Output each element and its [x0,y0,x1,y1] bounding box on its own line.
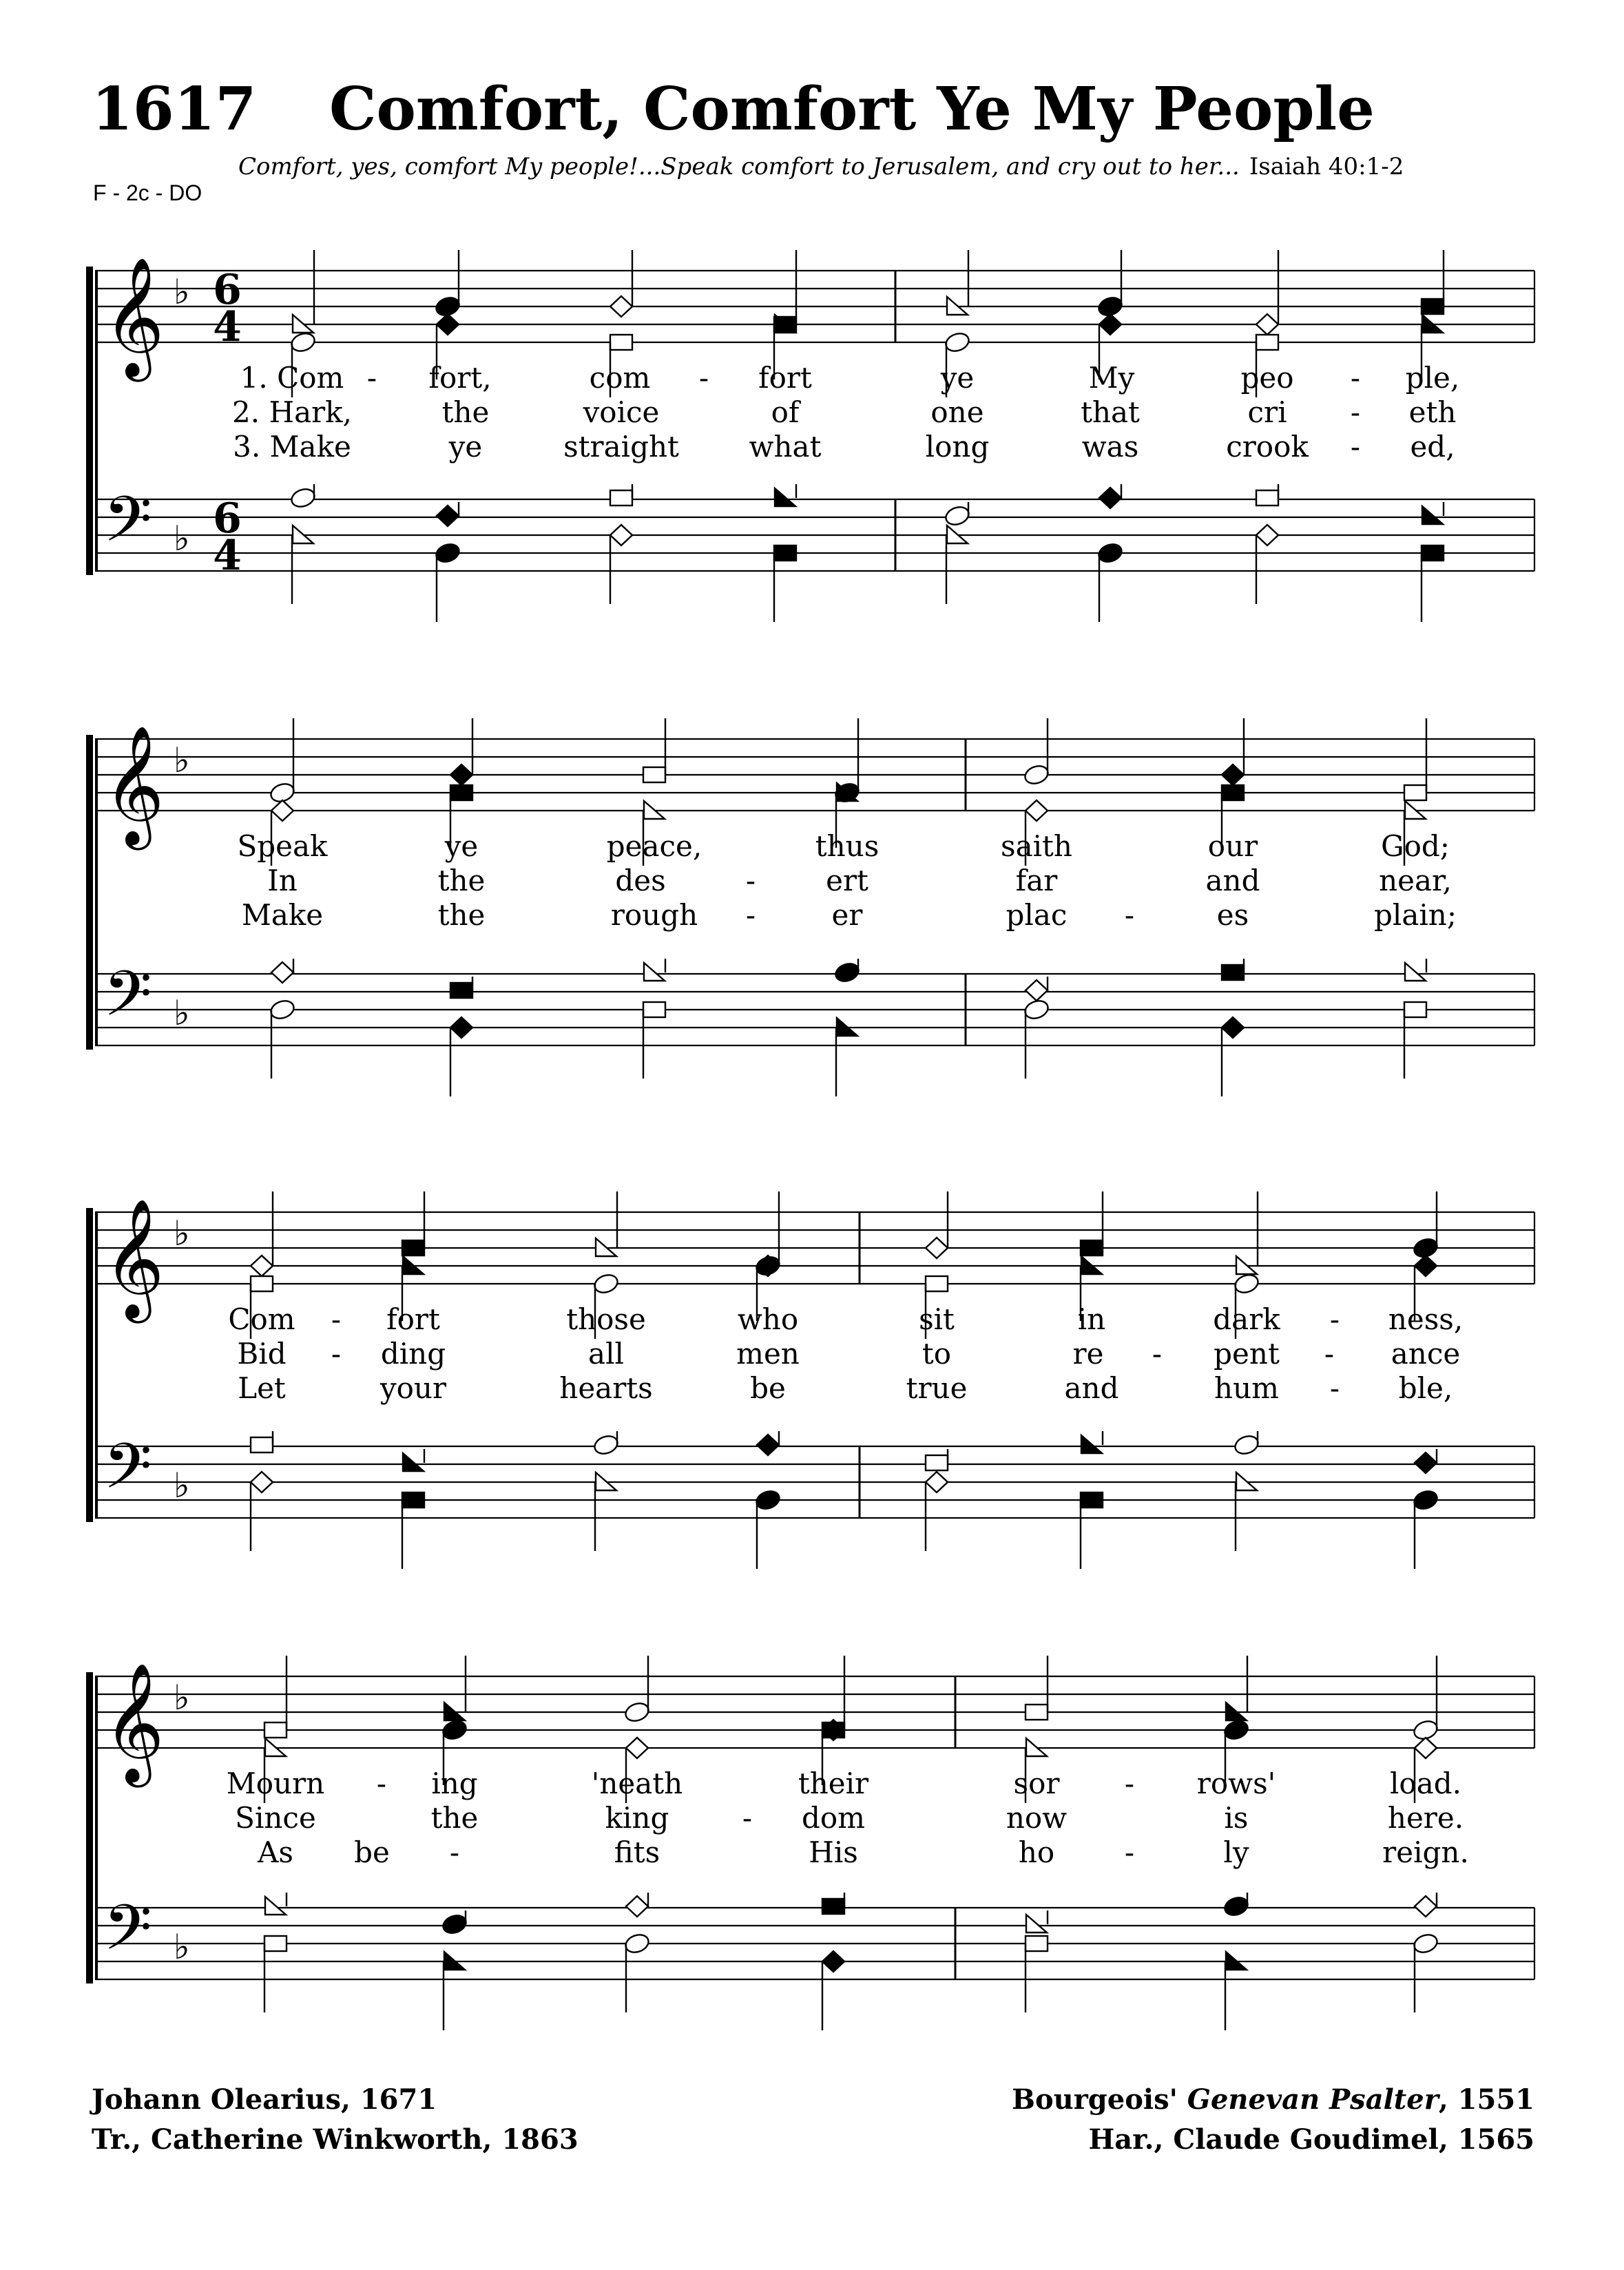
lyric-syllable: Com [228,1302,295,1336]
lyric-hyphen: - [376,1767,387,1800]
lyric-syllable: ble, [1398,1371,1453,1405]
diamond-notehead [626,1738,648,1758]
lyric-syllable: was [1081,430,1139,464]
text-author: Johann Olearius, 1671 [92,2083,437,2116]
lyric-syllable: fort, [428,361,492,395]
diamond-notehead [926,1238,948,1258]
diamond-notehead [1415,1452,1437,1473]
diamond-notehead [251,1472,273,1492]
square-notehead [926,1276,948,1291]
diamond-notehead [757,1435,779,1455]
diamond-notehead [271,800,293,821]
lyric-syllable: Speak [237,829,328,863]
square-notehead [402,1492,424,1508]
lyric-syllable: one [930,395,984,429]
lyric-syllable: ye [448,430,483,464]
diamond-notehead [271,962,293,983]
lyric-syllable: the [437,864,486,897]
diamond-notehead [626,1896,648,1917]
oval-notehead [623,1932,651,1955]
lyric-syllable: their [798,1767,869,1800]
tune-prefix: Bourgeois' [1012,2083,1178,2116]
treble-clef-icon: 𝄞 [103,1198,165,1318]
lyric-syllable: eth [1408,395,1457,429]
lyric-syllable: 3. Make [233,430,351,464]
tune-credits [1012,2080,1534,2160]
lyric-hyphen: - [698,361,709,395]
tune-source: Genevan Psalter [1187,2083,1439,2116]
key-signature-flat-icon: ♭ [174,519,190,559]
diamond-notehead [1222,1017,1244,1038]
lyric-hyphen: - [1124,1835,1135,1869]
lyric-syllable: the [430,1801,479,1835]
epigraph-text: Comfort, yes, comfort My people!...Speak comfort to Jerusalem, and cry out to her... [238,153,1240,180]
square-notehead [610,490,632,506]
diamond-notehead [1222,764,1244,785]
treble-clef-icon: 𝄞 [103,257,165,377]
oval-notehead [592,1272,620,1295]
lyric-syllable: 2. Hark, [232,395,352,429]
diamond-notehead [450,764,472,785]
oval-notehead [1233,1433,1260,1457]
lyric-syllable: ding [380,1337,446,1371]
lyric-syllable: sit [919,1302,955,1336]
diamond-notehead [1256,525,1278,545]
lyric-syllable: ness, [1388,1302,1464,1336]
lyric-syllable: here. [1387,1801,1464,1835]
oval-notehead [1233,1272,1260,1295]
triangle-notehead [265,1897,286,1915]
epigraph-reference: Isaiah 40:1-2 [1249,153,1404,180]
lyric-syllable: ert [826,864,868,897]
lyric-syllable: men [736,1337,800,1371]
lyric-syllable: ance [1391,1337,1461,1371]
system-3 [90,1191,1534,1569]
lyric-syllable: reign. [1382,1835,1469,1869]
bass-clef-icon: 𝄢 [103,1430,152,1518]
lyric-syllable: 'neath [591,1767,683,1800]
system-1 [90,250,1534,622]
triangle-notehead [403,1453,424,1471]
oval-notehead [1222,1718,1250,1742]
square-notehead [1404,1002,1426,1017]
lyric-hyphen: - [1329,1302,1340,1336]
tune-credit-line [1012,2080,1534,2120]
lyric-syllable: true [906,1371,968,1405]
square-notehead [926,1455,948,1470]
lyric-syllable: rows' [1196,1767,1276,1800]
lyric-syllable: In [267,864,298,897]
lyric-hyphen: - [1324,1337,1335,1371]
key-signature-flat-icon: ♭ [174,1466,190,1506]
square-notehead [1422,545,1444,561]
lyric-syllable: who [737,1302,799,1336]
lyric-syllable: sor [1013,1767,1060,1800]
diamond-notehead [450,1017,472,1038]
system-2 [90,718,1534,1096]
square-notehead [822,1899,844,1914]
lyric-syllable: all [588,1337,624,1371]
oval-notehead [1023,998,1050,1021]
lyric-syllable: fort [758,361,812,395]
lyric-syllable: be [354,1835,390,1869]
lyric-hyphen: - [745,898,756,932]
oval-notehead [944,331,971,354]
lyric-syllable: ple, [1405,361,1460,395]
lyric-syllable: saith [1001,829,1072,863]
lyric-syllable: dom [802,1801,865,1835]
lyric-syllable: plain; [1374,898,1457,932]
lyric-hyphen: - [1350,395,1361,429]
lyric-syllable: plac [1006,898,1068,932]
lyric-syllable: ly [1223,1835,1249,1869]
diamond-notehead [437,314,459,335]
square-notehead [1026,1705,1048,1720]
lyric-syllable: load. [1390,1767,1461,1800]
lyric-hyphen: - [1350,430,1361,464]
text-credits [92,2080,579,2160]
harmonizer: Har., Claude Goudimel, 1565 [1088,2123,1534,2156]
lyric-syllable: dark [1213,1302,1280,1336]
lyric-syllable: and [1064,1371,1119,1405]
hymn-title: Comfort, Comfort Ye My People [329,74,1375,144]
diamond-notehead [1256,314,1278,335]
lyric-syllable: to [922,1337,952,1371]
lyric-syllable: ing [431,1767,478,1800]
square-notehead [1081,1240,1103,1256]
lyric-syllable: fits [614,1835,660,1869]
lyric-syllable: es [1216,898,1249,932]
lyric-hyphen: - [742,1801,753,1835]
square-notehead [643,1002,665,1017]
lyric-syllable: des [615,864,666,897]
diamond-notehead [1099,488,1121,508]
lyric-syllable: ye [940,361,975,395]
triangle-notehead [1026,1915,1047,1933]
diamond-notehead [251,1256,273,1276]
lyric-syllable: near, [1379,864,1452,897]
lyric-syllable: ye [444,829,479,863]
bass-time-signature-top: 6 [213,494,242,543]
lyric-syllable: our [1207,829,1258,863]
square-notehead [610,335,632,350]
lyric-syllable: those [566,1302,646,1336]
diamond-notehead [610,296,632,317]
lyric-syllable: your [379,1371,447,1405]
lyric-syllable: the [441,395,490,429]
oval-notehead [1023,763,1050,787]
lyric-syllable: in [1077,1302,1106,1336]
lyric-hyphen: - [331,1302,342,1336]
hymn-number: 1617 [92,74,257,144]
treble-time-signature-bottom: 4 [213,303,242,351]
oval-notehead [1222,1895,1250,1918]
diamond-notehead [610,525,632,545]
key-signature-flat-icon: ♭ [174,1214,190,1253]
lyric-syllable: crook [1226,430,1309,464]
oval-notehead [944,504,971,528]
lyric-syllable: peace, [606,829,702,863]
square-notehead [450,983,472,998]
lyric-syllable: rough [610,898,698,932]
lyric-syllable: king [605,1801,669,1835]
lyric-syllable: er [831,898,863,932]
lyric-syllable: ed, [1410,430,1455,464]
bass-clef-icon: 𝄢 [103,1891,152,1979]
square-notehead [450,785,472,800]
lyric-hyphen: - [745,864,756,897]
lyric-hyphen: - [1350,361,1361,395]
lyric-syllable: 1. Com [240,361,344,395]
square-notehead [1404,785,1426,800]
lyric-syllable: thus [815,829,879,863]
lyric-syllable: is [1224,1801,1249,1835]
lyric-hyphen: - [449,1835,460,1869]
square-notehead [402,1240,424,1256]
oval-notehead [623,1700,651,1724]
tune-suffix: , 1551 [1438,2083,1534,2116]
square-notehead [251,1276,273,1291]
diamond-notehead [1415,1256,1437,1276]
diamond-notehead [1415,1738,1437,1758]
lyric-syllable: ho [1018,1835,1055,1869]
oval-notehead [833,961,861,984]
oval-notehead [592,1433,620,1457]
triangle-notehead [1081,1435,1102,1453]
lyric-syllable: fort [386,1302,440,1336]
oval-notehead [1096,541,1124,565]
square-notehead [251,1437,273,1452]
square-notehead [1081,1492,1103,1508]
diamond-notehead [926,1472,948,1492]
lyric-syllable: Since [235,1801,316,1835]
lyric-syllable: peo [1240,361,1294,395]
diamond-notehead [1415,1896,1437,1917]
lyric-syllable: far [1015,864,1058,897]
lyric-hyphen: - [1124,898,1135,932]
lyric-syllable: long [925,430,990,464]
lyric-syllable: hearts [559,1371,653,1405]
lyric-syllable: com [589,361,651,395]
lyric-syllable: Bid [237,1337,287,1371]
lyric-syllable: now [1006,1801,1068,1835]
lyric-syllable: Mourn [226,1767,325,1800]
lyric-syllable: My [1088,361,1135,395]
square-notehead [822,1722,844,1738]
lyric-hyphen: - [331,1337,342,1371]
triangle-notehead [644,963,665,981]
oval-notehead [269,998,296,1021]
system-4 [90,1656,1534,2030]
lyric-syllable: straight [563,430,679,464]
oval-notehead [289,486,317,510]
lyric-syllable: of [771,395,800,429]
treble-clef-icon: 𝄞 [103,725,165,845]
square-notehead [1422,299,1444,314]
square-notehead [1256,490,1278,506]
lyric-syllable: be [750,1371,786,1405]
lyric-syllable: hum [1214,1371,1279,1405]
key-signature-flat-icon: ♭ [174,1678,190,1718]
lyric-hyphen: - [366,361,377,395]
square-notehead [264,1936,287,1951]
key-info: F - 2c - DO [93,180,202,205]
lyric-syllable: and [1205,864,1260,897]
square-notehead [774,545,796,561]
lyric-hyphen: - [1152,1337,1163,1371]
lyric-syllable: voice [583,395,660,429]
bass-clef-icon: 𝄢 [103,483,152,571]
triangle-notehead [1405,963,1426,981]
key-signature-flat-icon: ♭ [174,1927,190,1967]
treble-time-signature-top: 6 [213,266,242,314]
lyric-syllable: God; [1381,829,1450,863]
triangle-notehead [775,488,795,506]
bass-clef-icon: 𝄢 [103,957,152,1045]
key-signature-flat-icon: ♭ [174,272,190,312]
diamond-notehead [1026,980,1048,1001]
diamond-notehead [822,1951,844,1972]
bass-time-signature-bottom: 4 [213,532,242,580]
lyric-syllable: Let [238,1371,286,1405]
square-notehead [1256,335,1278,350]
lyric-syllable: re [1072,1337,1104,1371]
square-notehead [643,767,665,782]
square-notehead [264,1722,287,1738]
lyric-hyphen: - [1329,1371,1340,1405]
oval-notehead [441,1913,468,1936]
oval-notehead [441,1718,468,1742]
treble-clef-icon: 𝄞 [103,1663,165,1782]
lyric-syllable: that [1081,395,1140,429]
oval-notehead [434,541,461,565]
diamond-notehead [1026,800,1048,821]
oval-notehead [754,1488,782,1512]
lyric-syllable: Make [241,898,324,932]
lyric-syllable: what [749,430,822,464]
lyric-syllable: pent [1214,1337,1280,1371]
square-notehead [1222,785,1244,800]
square-notehead [1026,1936,1048,1951]
lyric-syllable: the [437,898,486,932]
translator: Tr., Catherine Winkworth, 1863 [92,2123,579,2156]
oval-notehead [289,331,317,354]
lyric-syllable: cri [1247,395,1287,429]
key-signature-flat-icon: ♭ [174,740,190,780]
diamond-notehead [437,506,459,526]
oval-notehead [1412,1932,1439,1955]
oval-notehead [1412,1488,1439,1512]
lyric-syllable: His [809,1835,858,1869]
diamond-notehead [1099,314,1121,335]
lyric-syllable: As [258,1835,293,1869]
key-signature-flat-icon: ♭ [174,993,190,1033]
square-notehead [1222,965,1244,980]
lyric-hyphen: - [1124,1767,1135,1800]
triangle-notehead [1422,506,1443,524]
